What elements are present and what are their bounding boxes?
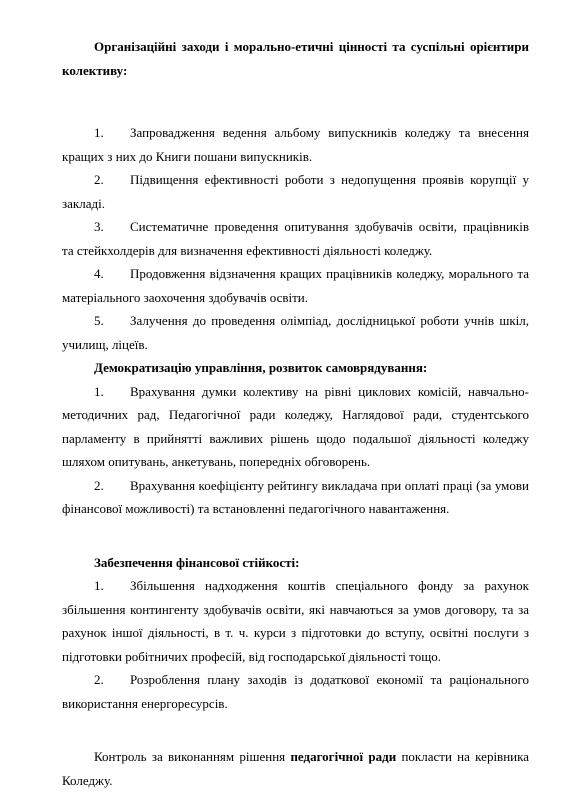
list-item bbox=[62, 309, 529, 356]
spacer bbox=[62, 521, 529, 551]
item-number: 5. bbox=[94, 313, 104, 328]
list-item bbox=[62, 168, 529, 215]
item-number: 1. bbox=[94, 578, 104, 593]
item-number: 4. bbox=[94, 266, 104, 281]
closing-text-end: покласти на керівника Коледжу. bbox=[62, 749, 529, 788]
item-text: Розроблення плану заходів із додаткової економії та раціонального використання енергоресурсів. bbox=[62, 672, 529, 711]
item-number: 2. bbox=[94, 477, 104, 493]
item-number: 2. bbox=[94, 172, 104, 187]
item-number: 3. bbox=[94, 219, 104, 234]
item-number: 1. bbox=[94, 125, 104, 140]
item-text: Збільшення надходження коштів спеціального фонду за рахунок збільшення контингенту здобувачів освіти, які навчаються за умов договору, та за рахунок іншої діяльності, в т. ч. курси з підготовки до вступу, освітні послуги з підготовки робітничих професій, від господарської діяльності тощо. bbox=[62, 578, 529, 664]
item-text: Продовження відзначення кращих працівників коледжу, морального та матеріального заохочення здобувачів освіти. bbox=[62, 266, 529, 305]
closing-text: Контроль за виконанням рішення bbox=[94, 749, 291, 764]
list-item bbox=[62, 215, 529, 262]
item-text: Залучення до проведення олімпіад, дослідницької роботи учнів шкіл, училищ, ліцеїв. bbox=[62, 313, 529, 352]
list-item bbox=[62, 380, 529, 474]
list-item bbox=[62, 262, 529, 309]
heading-financial: Забезпечення фінансової стійкості: bbox=[94, 554, 300, 570]
list-item bbox=[62, 474, 529, 521]
item-number: 1. bbox=[94, 383, 104, 399]
list-item bbox=[62, 121, 529, 168]
item-text: Запровадження ведення альбому випускників коледжу та внесення кращих з них до Книги пошани випускників. bbox=[62, 125, 529, 164]
heading-organizational: Організаційні заходи і морально-етичні цінності та суспільні орієнтири колективу: bbox=[62, 39, 529, 78]
closing-paragraph bbox=[62, 745, 529, 792]
list-item bbox=[62, 668, 529, 715]
item-number: 2. bbox=[94, 672, 104, 687]
heading-democratization: Демократизацію управління, розвиток самоврядування: bbox=[94, 360, 428, 375]
item-text: Врахування думки колективу на рівні циклових комісій, навчально-методичних рад, Педагогічної ради коледжу, Наглядової ради, студентського парламенту в прийнятті важливих рішень щодо подальшої діяльності коледжу шляхом опитувань, анкетувань, попередніх обговорень. bbox=[62, 383, 529, 469]
spacer bbox=[62, 715, 529, 745]
closing-bold-text: педагогічної ради bbox=[290, 749, 397, 764]
list-item bbox=[62, 574, 529, 668]
item-text: Систематичне проведення опитування здобувачів освіти, працівників та стейкхолдерів для визначення ефективності діяльності коледжу. bbox=[62, 219, 529, 258]
spacer bbox=[62, 82, 529, 121]
item-text: Підвищення ефективності роботи з недопущення проявів корупції у закладі. bbox=[62, 172, 529, 211]
item-text: Врахування коефіцієнту рейтингу викладача при оплаті праці (за умови фінансової можливості) та встановленні педагогічного навантаження. bbox=[62, 477, 529, 516]
